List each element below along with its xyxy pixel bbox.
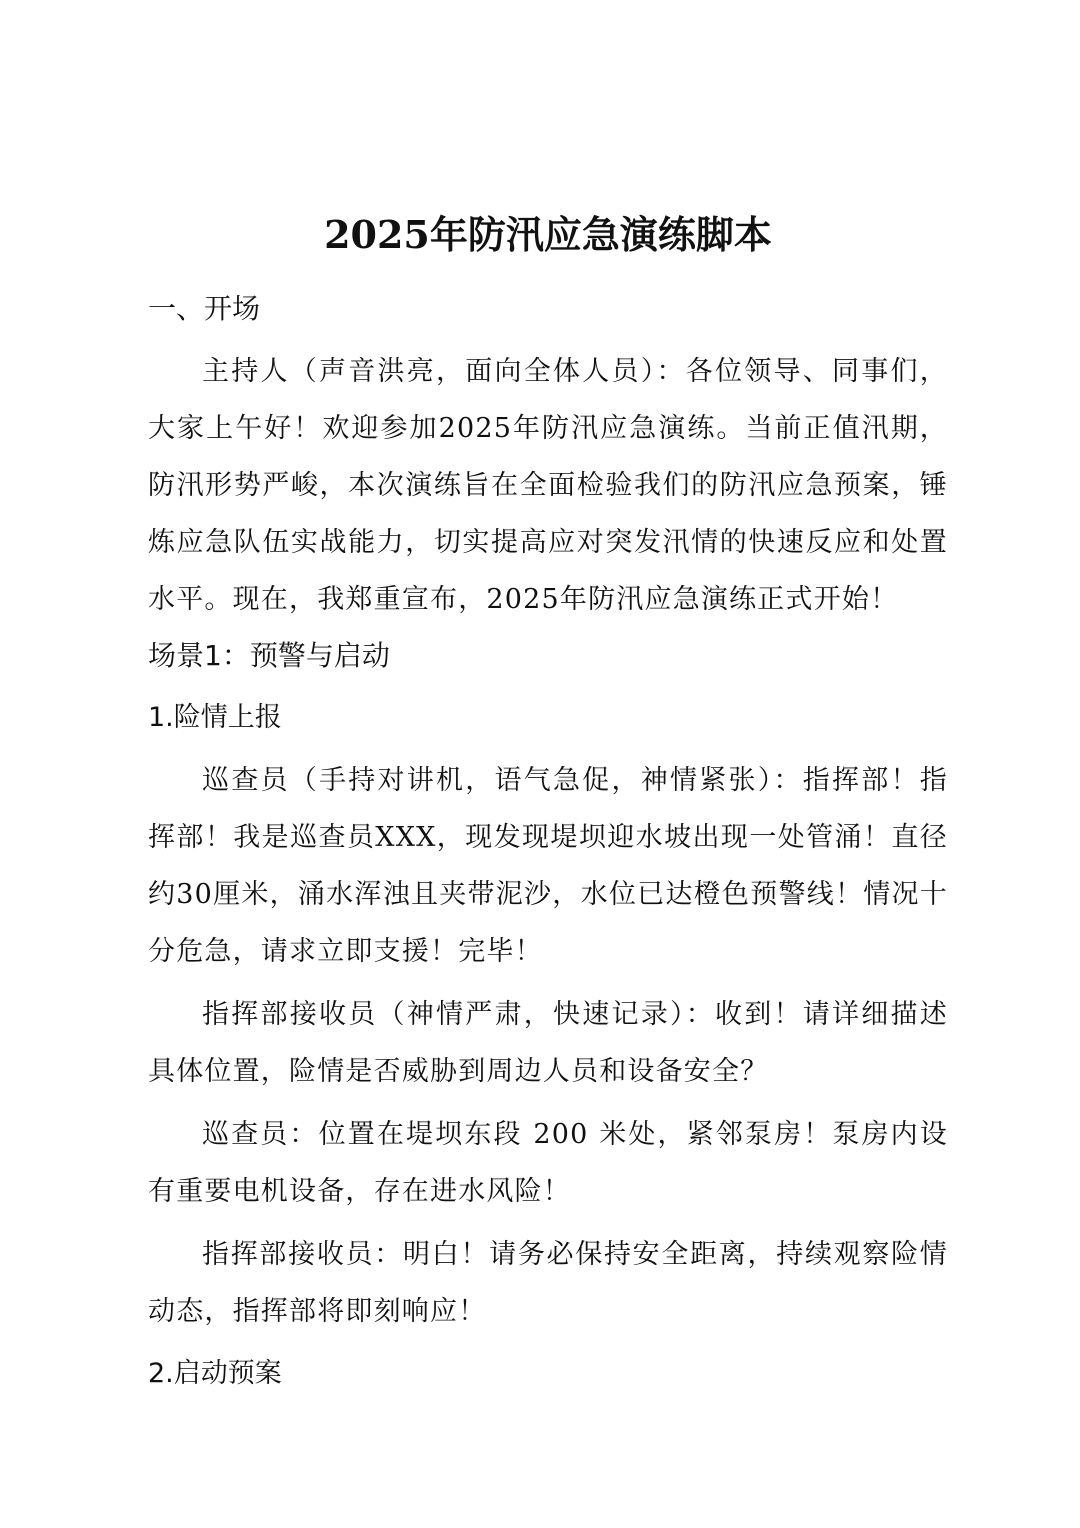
dialogue-text: 位置在堤坝东段 200 米处，紧邻泵房！泵房内设有重要电机设备，存在进水风险！ — [148, 1119, 948, 1207]
speaker-patrol: 巡查员： — [202, 1119, 319, 1150]
speaker-receiver: 指挥部接收员： — [202, 1239, 403, 1270]
document-title: 2025年防汛应急演练脚本 — [324, 212, 772, 257]
subheading-activate-plan: 2.启动预案 — [148, 1358, 282, 1389]
paragraph-host — [148, 343, 948, 628]
dialogue-text: 指挥部！指挥部！我是巡查员XXX，现发现堤坝迎水坡出现一处管涌！直径约30厘米，涌水浑浊且夹带泥沙，水位已达橙色预警线！情况十分危急，请求立即支援！完毕！ — [148, 765, 949, 967]
paragraph-dialogue-3 — [148, 1106, 948, 1220]
subheading-report: 1.险情上报 — [148, 702, 282, 733]
dialogue-text: 收到！请详细描述具体位置，险情是否威胁到周边人员和设备安全？ — [148, 999, 948, 1087]
dialogue-text: 明白！请务必保持安全距离，持续观察险情动态，指挥部将即刻响应！ — [148, 1239, 948, 1327]
host-speech: 各位领导、同事们，大家上午好！欢迎参加2025年防汛应急演练。当前正值汛期，防汛形势严峻，本次演练旨在全面检验我们的防汛应急预案，锤炼应急队伍实战能力，切实提高应对突发汛情的快速反应和处置水平。现在，我郑重宣布，2025年防汛应急演练正式开始！ — [148, 356, 948, 615]
paragraph-dialogue-1 — [148, 752, 948, 980]
paragraph-dialogue-4 — [148, 1226, 948, 1340]
document-page — [148, 205, 948, 1402]
speaker-receiver: 指挥部接收员（神情严肃，快速记录）： — [202, 999, 716, 1030]
paragraph-dialogue-2 — [148, 986, 948, 1100]
speaker-patrol: 巡查员（手持对讲机，语气急促，神情紧张）： — [202, 765, 803, 796]
section-heading-opening: 一、开场 — [148, 292, 261, 325]
scene-heading-1: 场景1：预警与启动 — [148, 639, 390, 672]
speaker-host: 主持人（声音洪亮，面向全体人员）： — [202, 356, 686, 387]
